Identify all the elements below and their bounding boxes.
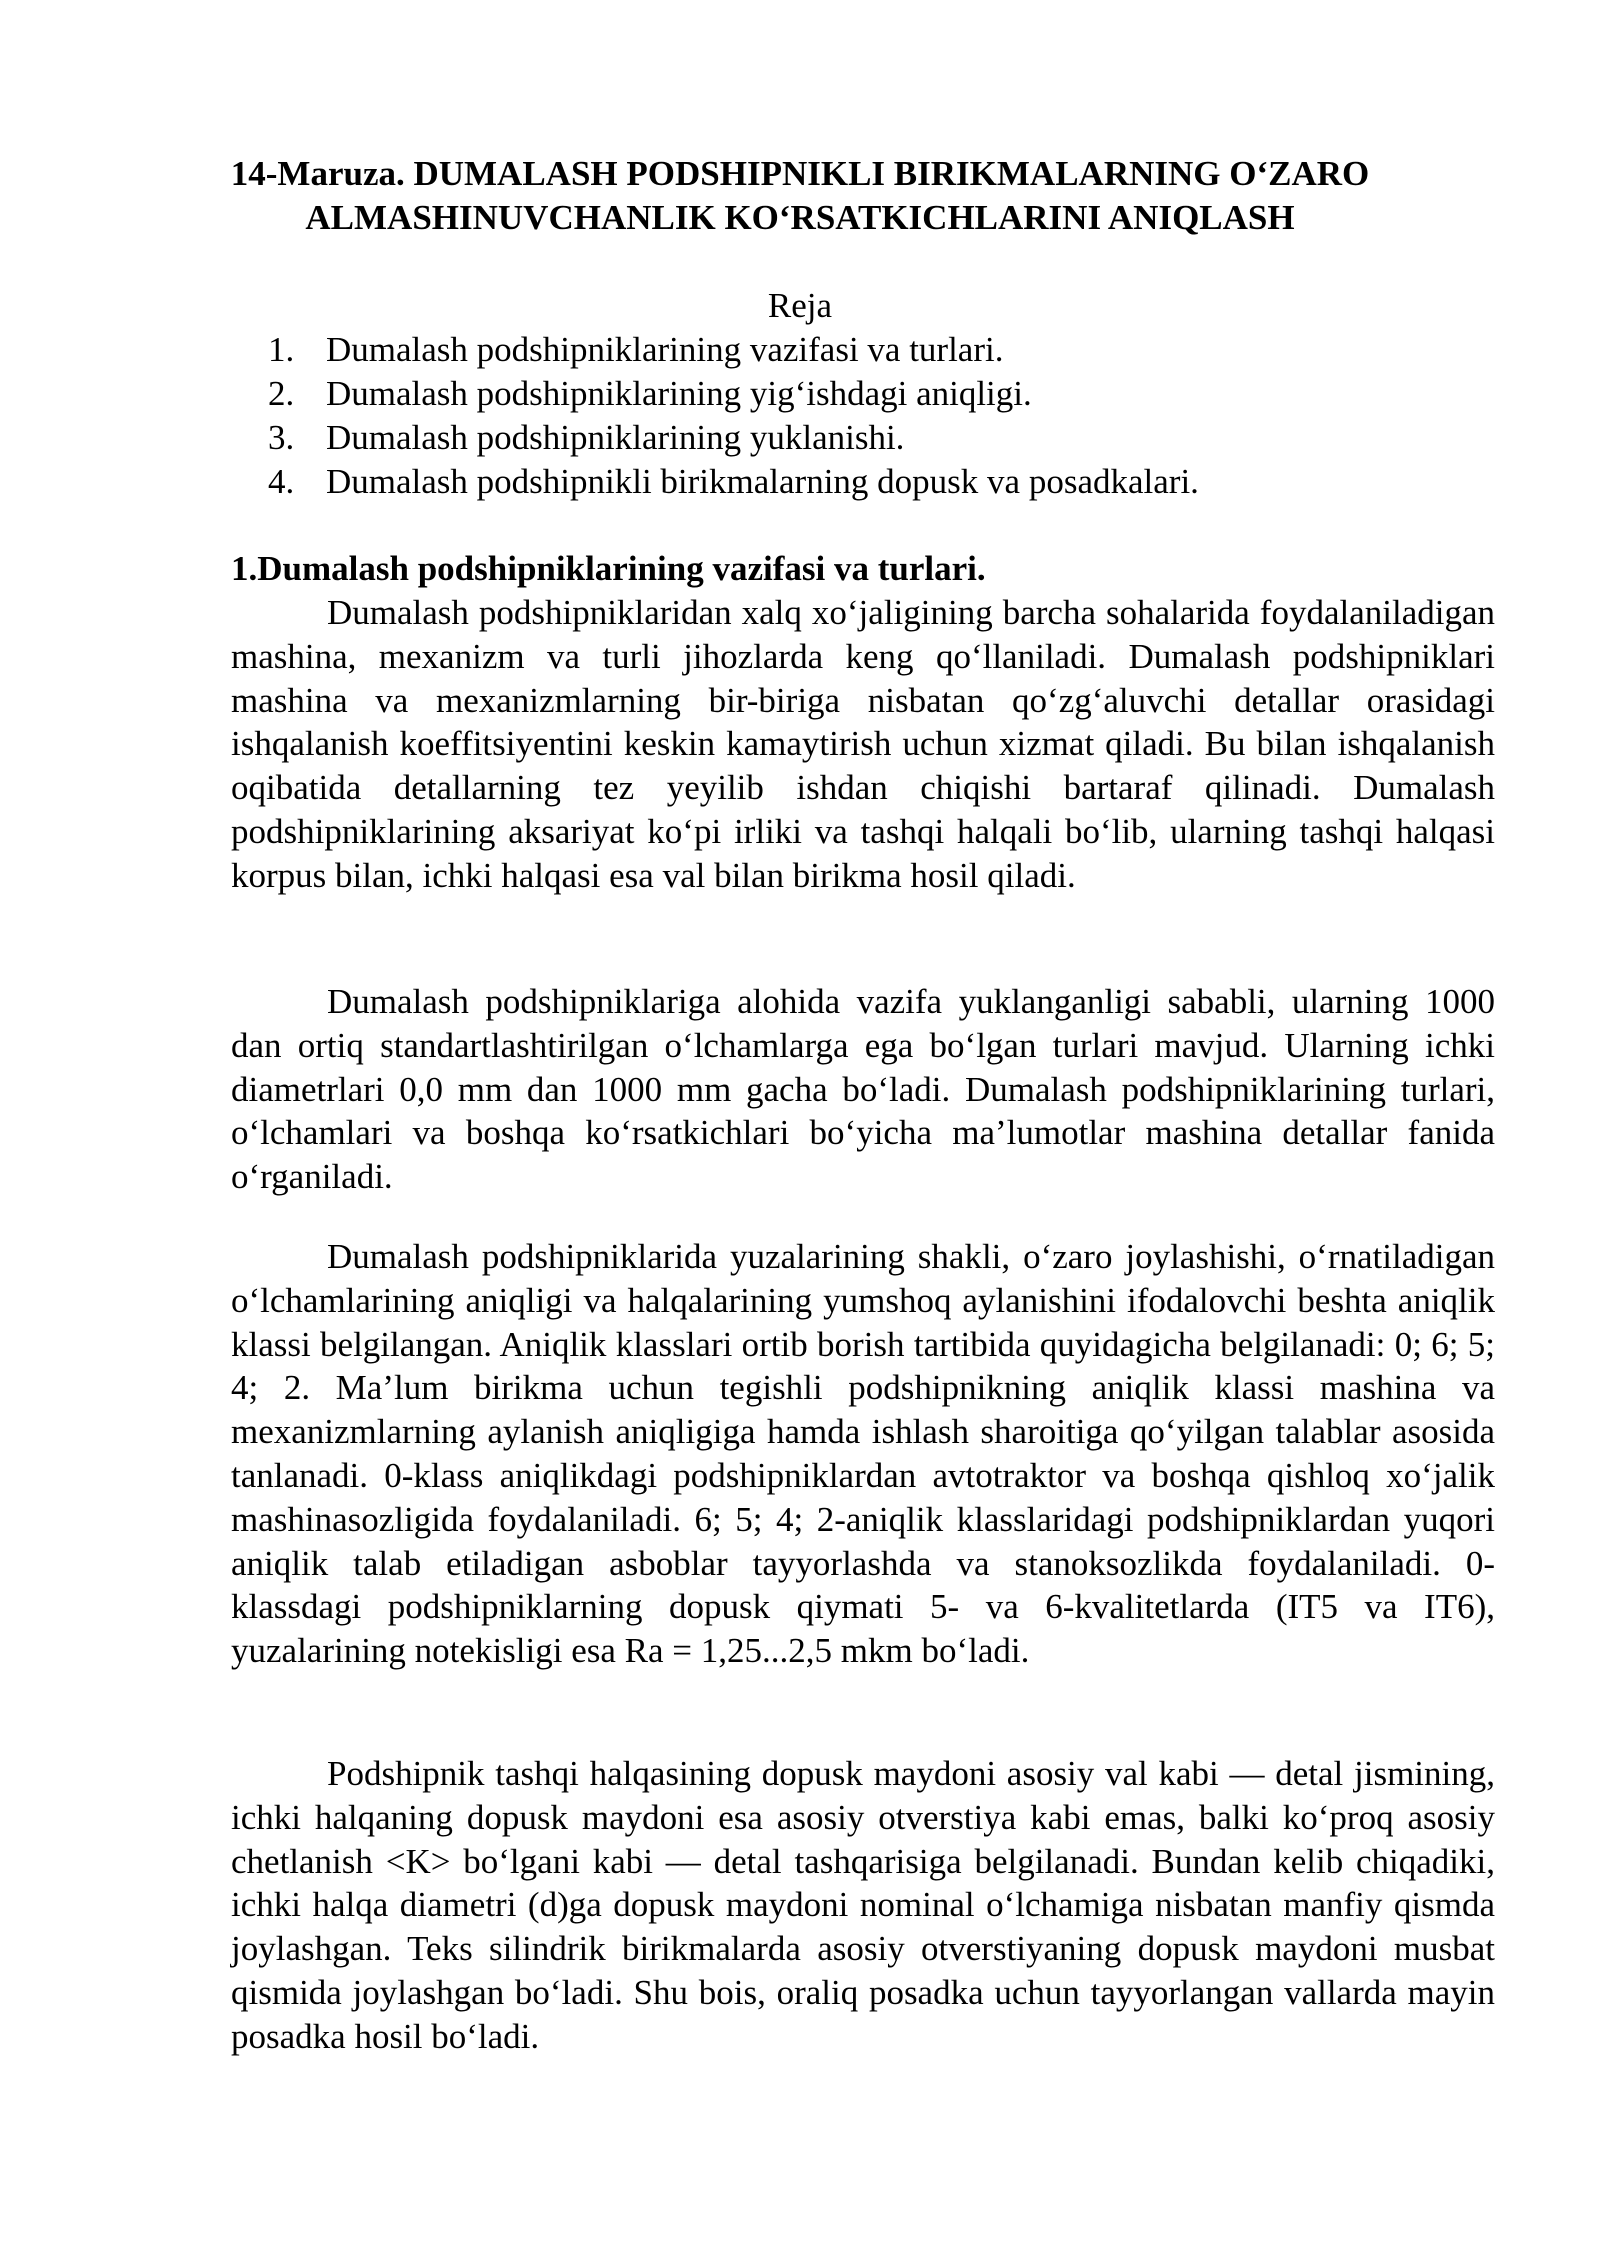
plan-list [268,328,1199,504]
plan-item-number: 3. [268,418,295,457]
plan-item-text: Dumalash podshipniklarining vazifasi va turlari. [326,330,1004,369]
plan-item-number: 2. [268,374,295,413]
plan-item [268,416,1199,460]
plan-item [268,460,1199,504]
plan-item [268,328,1199,372]
plan-item-text: Dumalash podshipniklarining yuklanishi. [326,418,905,457]
plan-item [268,372,1199,416]
lecture-title-line-2: ALMASHINUVCHANLIK KO‘RSATKICHLARINI ANIQLASH [305,198,1295,237]
body-paragraph: Podshipnik tashqi halqasining dopusk maydoni asosiy val kabi — detal jismining, ichki halqaning dopusk maydoni esa asosiy otverstiya kabi emas, balki ko‘proq asosiy chetlanish <K> bo‘lgani kabi — detal tashqarisiga belgilanadi. Bundan kelib chiqadiki, ichki halqa diametri (d)ga dopusk maydoni nominal o‘lchamiga nisbatan manfiy qismda joylashgan. Teks silindrik birikmalarda asosiy otverstiyaning dopusk maydoni musbat qismida joylashgan bo‘ladi. Shu bois, oraliq posadka uchun tayyorlangan vallarda mayin posadka hosil bo‘ladi. [231,1754,1495,2056]
body-paragraph: Dumalash podshipniklaridan xalq xo‘jaligining barcha sohalarida foydalaniladigan mashina, mexanizm va turli jihozlarda keng qo‘llaniladi. Dumalash podshipniklari mashina va mexanizmlarning bir-biriga nisbatan qo‘zg‘aluvchi detallar orasidagi ishqalanish koeffitsiyentini keskin kamaytirish uchun xizmat qiladi. Bu bilan ishqalanish oqibatida detallarning tez yeyilib ishdan chiqishi bartaraf qilinadi. Dumalash podshipniklarining aksariyat ko‘pi irliki va tashqi halqali bo‘lib, ularning tashqi halqasi korpus bilan, ichki halqasi esa val bilan birikma hosil qiladi. [231,593,1495,895]
plan-item-number: 4. [268,462,295,501]
body-paragraph: Dumalash podshipniklarida yuzalarining shakli, o‘zaro joylashishi, o‘rnatiladigan o‘lchamlarining aniqligi va halqalarining yumshoq aylanishini ifodalovchi beshta aniqlik klassi belgilangan. Aniqlik klasslari ortib borish tartibida quyidagicha belgilanadi: 0; 6; 5; 4; 2. Ma’lum birikma uchun tegishli podshipnikning aniqlik klassi mashina va mexanizmlarning aylanish aniqligiga hamda ishlash sharoitiga qo‘yilgan talablar asosida tanlanadi. 0-klass aniqlikdagi podshipniklardan avtotraktor va boshqa qishloq xo‘jalik mashinasozligida foydalaniladi. 6; 5; 4; 2-aniqlik klasslaridagi podshipniklardan yuqori aniqlik talab etiladigan asboblar tayyorlashda va stanoksozlikda foydalaniladi. 0-klassdagi podshipniklarning dopusk qiymati 5- va 6-kvalitetlarda (IT5 va IT6), yuzalarining notekisligi esa Ra = 1,25...2,5 mkm bo‘ladi. [231,1237,1495,1671]
plan-heading: Reja [767,286,833,325]
lecture-title-line-1: 14-Maruza. DUMALASH PODSHIPNIKLI BIRIKMALARNING O‘ZARO [230,154,1370,193]
plan-item-text: Dumalash podshipnikli birikmalarning dopusk va posadkalari. [326,462,1199,501]
plan-item-number: 1. [268,330,295,369]
section-heading: 1.Dumalash podshipniklarining vazifasi va turlari. [231,549,986,588]
plan-item-text: Dumalash podshipniklarining yig‘ishdagi aniqligi. [326,374,1032,413]
body-paragraph: Dumalash podshipniklariga alohida vazifa yuklanganligi sababli, ularning 1000 dan ortiq standartlashtirilgan o‘lchamlarga ega bo‘lgan turlari mavjud. Ularning ichki diametrlari 0,0 mm dan 1000 mm gacha bo‘ladi. Dumalash podshipniklarining turlari, o‘lchamlari va boshqa ko‘rsatkichlari bo‘yicha ma’lumotlar mashina detallar fanida o‘rganiladi. [231,982,1495,1197]
